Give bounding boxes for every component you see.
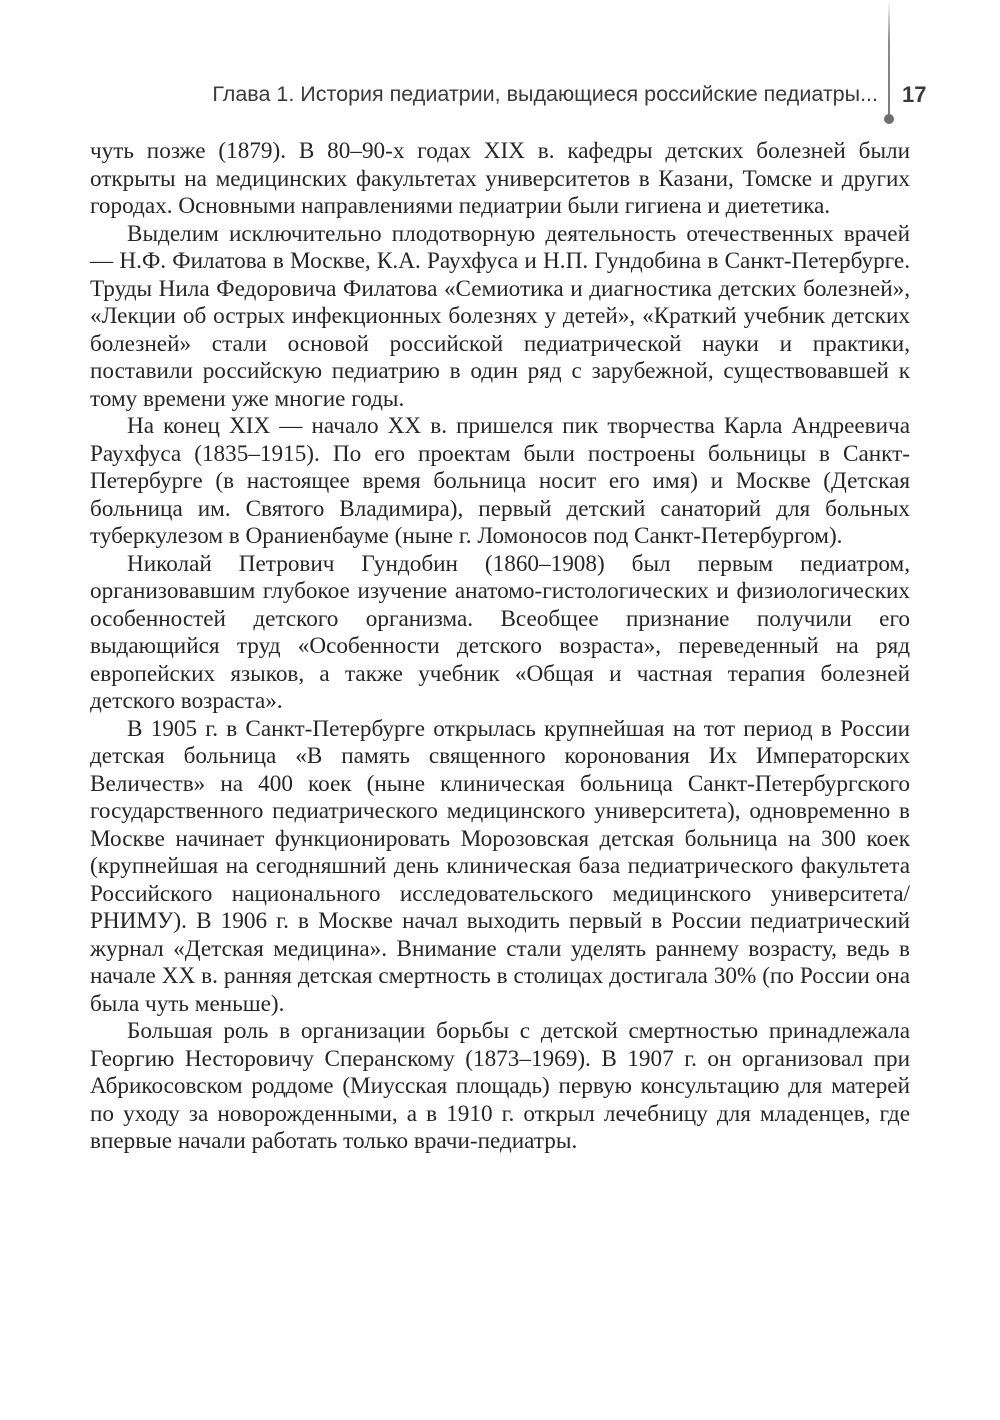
header-divider bbox=[888, 0, 890, 118]
paragraph: На конец XIX — начало XX в. пришелся пик творчества Карла Андреевича Раухфуса (1835–1915). По его проектам были построены больницы в Санкт-Петербурге (в настоящее время больница носит его имя) и Москве (Детская больница им. Святого Владимира), первый детский санаторий для больных туберкулезом в Ораниенбауме (ныне г. Ломоносов под Санкт-Петербургом). bbox=[90, 413, 910, 549]
page-number: 17 bbox=[902, 82, 927, 107]
paragraph: Выделим исключительно плодотворную деятельность отечественных врачей — Н.Ф. Филатова в Москве, К.А. Раухфуса и Н.П. Гундобина в Санкт-Петербурге. Труды Нила Федоровича Филатова «Семиотика и диагностика детских болезней», «Лекции об острых инфекционных болезнях у детей», «Краткий учебник детских болезней» стали основой российской педиатрической науки и практики, поставили российскую педиатрию в один ряд с зарубежной, существовавшей к тому времени уже многие годы. bbox=[90, 220, 910, 412]
running-header: Глава 1. История педиатрии, выдающиеся российские педиатры... bbox=[212, 82, 878, 106]
header-divider-dot bbox=[884, 114, 894, 124]
paragraph: В 1905 г. в Санкт-Петербурге открылась крупнейшая на тот период в России детская больница «В память священного коронования Их Императорских Величеств» на 400 коек (ныне клиническая больница Санкт-Петербургского государственного педиатрического медицинского университета), одновременно в Москве начинает функционировать Морозовская детская больница на 300 коек (крупнейшая на сегодняшний день клиническая база педиатрического факультета Российского национального исследовательского медицинского университета/РНИМУ). В 1906 г. в Москве начал выходить первый в России педиатрический журнал «Детская медицина». Внимание стали уделять раннему возрасту, ведь в начале XX в. ранняя детская смертность в столицах достигала 30% (по России она была чуть меньше). bbox=[90, 715, 910, 1017]
paragraph: чуть позже (1879). В 80–90-х годах XIX в. кафедры детских болезней были открыты на медицинских факультетах университетов в Казани, Томске и других городах. Основными направлениями педиатрии были гигиена и диететика. bbox=[90, 138, 910, 219]
paragraph: Николай Петрович Гундобин (1860–1908) был первым педиатром, организовавшим глубокое изучение анатомо-гистологических и физиологических особенностей детского организма. Всеобщее признание получили его выдающийся труд «Особенности детского возраста», переведенный на ряд европейских языков, а также учебник «Общая и частная терапия болезней детского возраста». bbox=[90, 550, 910, 714]
page-body bbox=[90, 138, 910, 1156]
paragraph: Большая роль в организации борьбы с детской смертностью принадлежала Георгию Несторовичу Сперанскому (1873–1969). В 1907 г. он организовал при Абрикосовском роддоме (Миусская площадь) первую консультацию для матерей по уходу за новорожденными, а в 1910 г. открыл лечебницу для младенцев, где впервые начали работать только врачи-педиатры. bbox=[90, 1018, 910, 1154]
